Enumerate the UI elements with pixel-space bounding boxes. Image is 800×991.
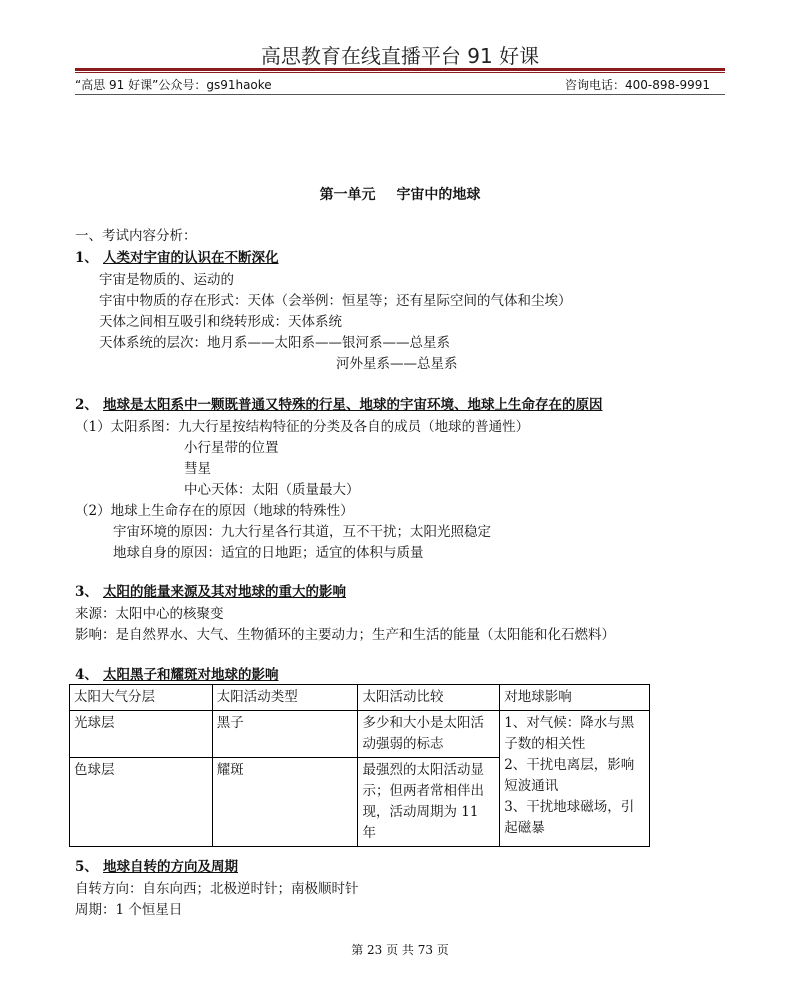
section-2-heading	[75, 393, 603, 413]
section-5-num: 5、	[75, 859, 98, 875]
s5-direction: 自转方向：自东向西；北极逆时针；南极顺时针	[75, 881, 359, 897]
section-3-title: 太阳的能量来源及其对地球的重大的影响	[103, 584, 346, 600]
s1-line-3: 天体之间相互吸引和绕转形成：天体系统	[99, 314, 342, 330]
s3-source: 来源：太阳中心的核聚变	[75, 606, 224, 622]
intro: 一、考试内容分析：	[75, 228, 197, 244]
section-5-title: 地球自转的方向及周期	[103, 859, 238, 875]
section-3-heading	[75, 580, 346, 600]
cell-compare: 最强烈的太阳活动显示；但两者常相伴出现，活动周期为 11 年	[358, 758, 500, 847]
unit-title: 宇宙中的地球	[396, 187, 481, 203]
header-title: 高思教育在线直播平台 91 好课	[260, 44, 540, 68]
s1-line-4: 天体系统的层次：地月系——太阳系——银河系——总星系	[99, 335, 450, 351]
s1-line-1: 宇宙是物质的、运动的	[99, 272, 234, 288]
section-1-heading	[75, 246, 279, 266]
cell-layer: 光球层	[70, 711, 213, 758]
page-number: 第 23 页 共 73 页	[351, 943, 449, 957]
section-4-num: 4、	[75, 667, 98, 683]
s5-period: 周期：1 个恒星日	[75, 902, 183, 918]
table-header-row	[70, 685, 650, 711]
s2-p2b: 地球自身的原因：适宜的日地距；适宜的体积与质量	[113, 545, 424, 561]
s2-p1c: 中心天体：太阳（质量最大）	[184, 482, 360, 498]
unit-heading	[0, 184, 800, 204]
section-5-heading	[75, 855, 238, 875]
section-4-heading	[75, 663, 279, 683]
th-compare: 太阳活动比较	[358, 685, 500, 711]
section-4-title: 太阳黑子和耀斑对地球的影响	[103, 667, 279, 683]
cell-type: 黑子	[212, 711, 358, 758]
header-phone: 咨询电话：400-898-9991	[564, 78, 710, 92]
th-effect: 对地球影响	[500, 685, 650, 711]
s3-impact: 影响：是自然界水、大气、生物循环的主要动力；生产和生活的能量（太阳能和化石燃料）	[75, 627, 615, 643]
th-layer: 太阳大气分层	[70, 685, 213, 711]
section-2-title: 地球是太阳系中一颗既普通又特殊的行星、地球的宇宙环境、地球上生命存在的原因	[103, 397, 603, 413]
s1-line-2: 宇宙中物质的存在形式：天体（会举例：恒星等；还有星际空间的气体和尘埃）	[99, 293, 572, 309]
s2-p1a: 小行星带的位置	[184, 440, 279, 456]
s2-p1: （1）太阳系图：九大行星按结构特征的分类及各自的成员（地球的普通性）	[75, 419, 530, 435]
unit-label: 第一单元	[319, 187, 376, 203]
s1-line-5: 河外星系——总星系	[336, 356, 458, 372]
table-row	[70, 711, 650, 758]
cell-layer: 色球层	[70, 758, 213, 847]
section-3-num: 3、	[75, 584, 98, 600]
s2-p2: （2）地球上生命存在的原因（地球的特殊性）	[75, 503, 354, 519]
cell-effects	[500, 711, 650, 847]
s2-p1b: 彗星	[184, 461, 211, 477]
section-1-title: 人类对宇宙的认识在不断深化	[103, 250, 279, 266]
effect-item: 1、对气候：降水与黑子数的相关性	[504, 715, 635, 752]
th-type: 太阳活动类型	[212, 685, 358, 711]
effect-item: 2、干扰电离层，影响短波通讯	[504, 757, 635, 794]
s2-p2a: 宇宙环境的原因：九大行星各行其道，互不干扰；太阳光照稳定	[113, 524, 491, 540]
section-2-num: 2、	[75, 397, 98, 413]
header-rule-thick	[75, 68, 725, 71]
header-rule-bottom	[75, 94, 725, 95]
cell-type: 耀斑	[212, 758, 358, 847]
effect-item: 3、干扰地球磁场，引起磁暴	[504, 799, 635, 836]
cell-compare: 多少和大小是太阳活动强弱的标志	[358, 711, 500, 758]
section-1-num: 1、	[75, 250, 98, 266]
header-wechat: “高思 91 好课”公众号：gs91haoke	[75, 78, 272, 92]
solar-activity-table	[69, 684, 650, 847]
header-rule-thin	[75, 72, 725, 73]
